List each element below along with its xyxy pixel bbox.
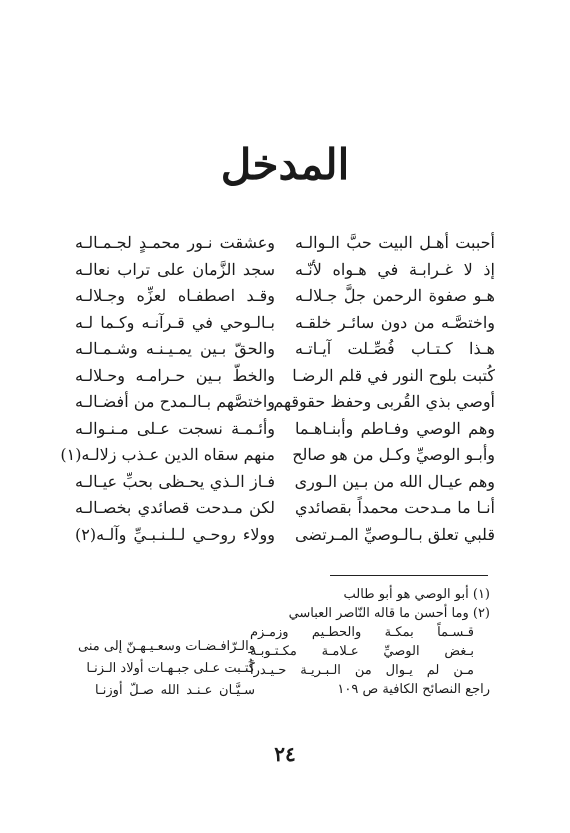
- poem-line: [60, 442, 495, 468]
- footnote-verses-continuation: [78, 636, 255, 702]
- poem-line: [75, 230, 495, 256]
- poem-line: [75, 257, 495, 283]
- poem-line: [75, 522, 495, 548]
- second-hemistich: والحقّ بـين يمـيـنـه وشـمـالـه: [75, 339, 275, 358]
- poem-line: [75, 389, 495, 415]
- second-hemistich: والخطّ بـين حـرامـه وحـلالـه: [75, 365, 275, 385]
- first-hemistich: هـذا كـتـاب فُصِّـلت آيـاتـه: [295, 339, 495, 358]
- first-hemistich: كُتبت بلوح النور في قلم الرضـا: [292, 365, 495, 385]
- first-hemistich: وهم الوصي وفـاطم وأبنـاهـما: [295, 418, 495, 438]
- first-hemistich: أنـا ما مـدحت محمداً بقصائدي: [295, 498, 495, 517]
- first-hemistich: أوصي بذي القُربى وحفظ حقوقهم: [273, 392, 495, 411]
- first-hemistich: وأبـو الوصيِّ وكـل من هو صالح: [292, 445, 495, 464]
- footnote-verse: والـرّافـضـات وسعـيـهـنّ إلى منى: [78, 639, 255, 654]
- second-hemistich: بـالـوحي في قـرآنـه وكـما لـه: [75, 312, 275, 332]
- poem-line: [75, 336, 495, 362]
- second-hemistich: واختصَّهم بـالـمدح من أفضـالـه: [74, 392, 275, 411]
- footnote-verse: مـن لم يـوال من الـبـريـة حـيـدراً: [250, 663, 474, 678]
- footnotes: [250, 585, 490, 699]
- first-hemistich: قلبي تعلق بـالـوصيِّ المـرتضى: [295, 524, 495, 544]
- page-number: ٢٤: [274, 742, 296, 766]
- poem-line: [75, 469, 495, 495]
- poem-line: [75, 416, 495, 442]
- first-hemistich: إذ لا غـرابـة في هـواه لأنّـه: [295, 259, 495, 279]
- second-hemistich: وولاء روحـي لـلـنـبـيِّ وآلـه(٢): [75, 524, 275, 544]
- second-hemistich: وقـد اصطفـاه لعزِّه وجـلالـه: [75, 286, 275, 305]
- footnote-verse: قـسـماً بمكـة والحطـيم وزمـزم: [250, 625, 474, 640]
- second-hemistich: وأئـمـة نسجت عـلى مـنـوالـه: [75, 418, 275, 438]
- poem-line: [75, 310, 495, 336]
- poem: [60, 230, 495, 560]
- second-hemistich: لكن مـدحت قصائدي بخصـالـه: [75, 498, 275, 517]
- first-hemistich: واختصَّـه من دون سائـر خلقـه: [295, 312, 495, 332]
- footnote-2: (٢) وما أحسن ما قاله النّاصر العباسي: [288, 606, 490, 621]
- first-hemistich: وهم عيـال الله من بـين الـورى: [294, 471, 495, 491]
- footnote-reference: راجع النصائح الكافية ص ١٠٩: [337, 682, 490, 697]
- second-hemistich: سجد الزَّمان على تراب نعالـه: [75, 259, 275, 279]
- footnote-verse: كُتـبت عـلى جبـهـات أولاد الـزنـا: [86, 661, 255, 676]
- footnote-verse: بـغض الوصيِّ عـلامـة مكـتـوبـة: [250, 644, 474, 659]
- poem-line: [75, 363, 495, 389]
- poem-line: [75, 495, 495, 521]
- poem-line: [75, 283, 495, 309]
- footnote-divider: [330, 575, 488, 576]
- chapter-heading: المدخل: [220, 140, 350, 189]
- second-hemistich: منهم سقاه الدين عـذب زلالـه(١): [60, 445, 275, 464]
- footnote-1: (١) أبو الوصي هو أبو طالب: [343, 587, 490, 602]
- first-hemistich: هـو صفوة الرحمن جلَّ جـلالـه: [295, 286, 495, 305]
- first-hemistich: أحببت أهـل البيت حبَّ الـوالـه: [295, 233, 495, 252]
- second-hemistich: وعشقت نـور محمـدٍ لجـمـالـه: [75, 233, 275, 252]
- footnote-verse: سـيَّـان عـنـد الله صـلّ أوزنـا: [95, 683, 255, 698]
- second-hemistich: فـاز الـذي يحـظى بحبِّ عيـالـه: [75, 471, 275, 491]
